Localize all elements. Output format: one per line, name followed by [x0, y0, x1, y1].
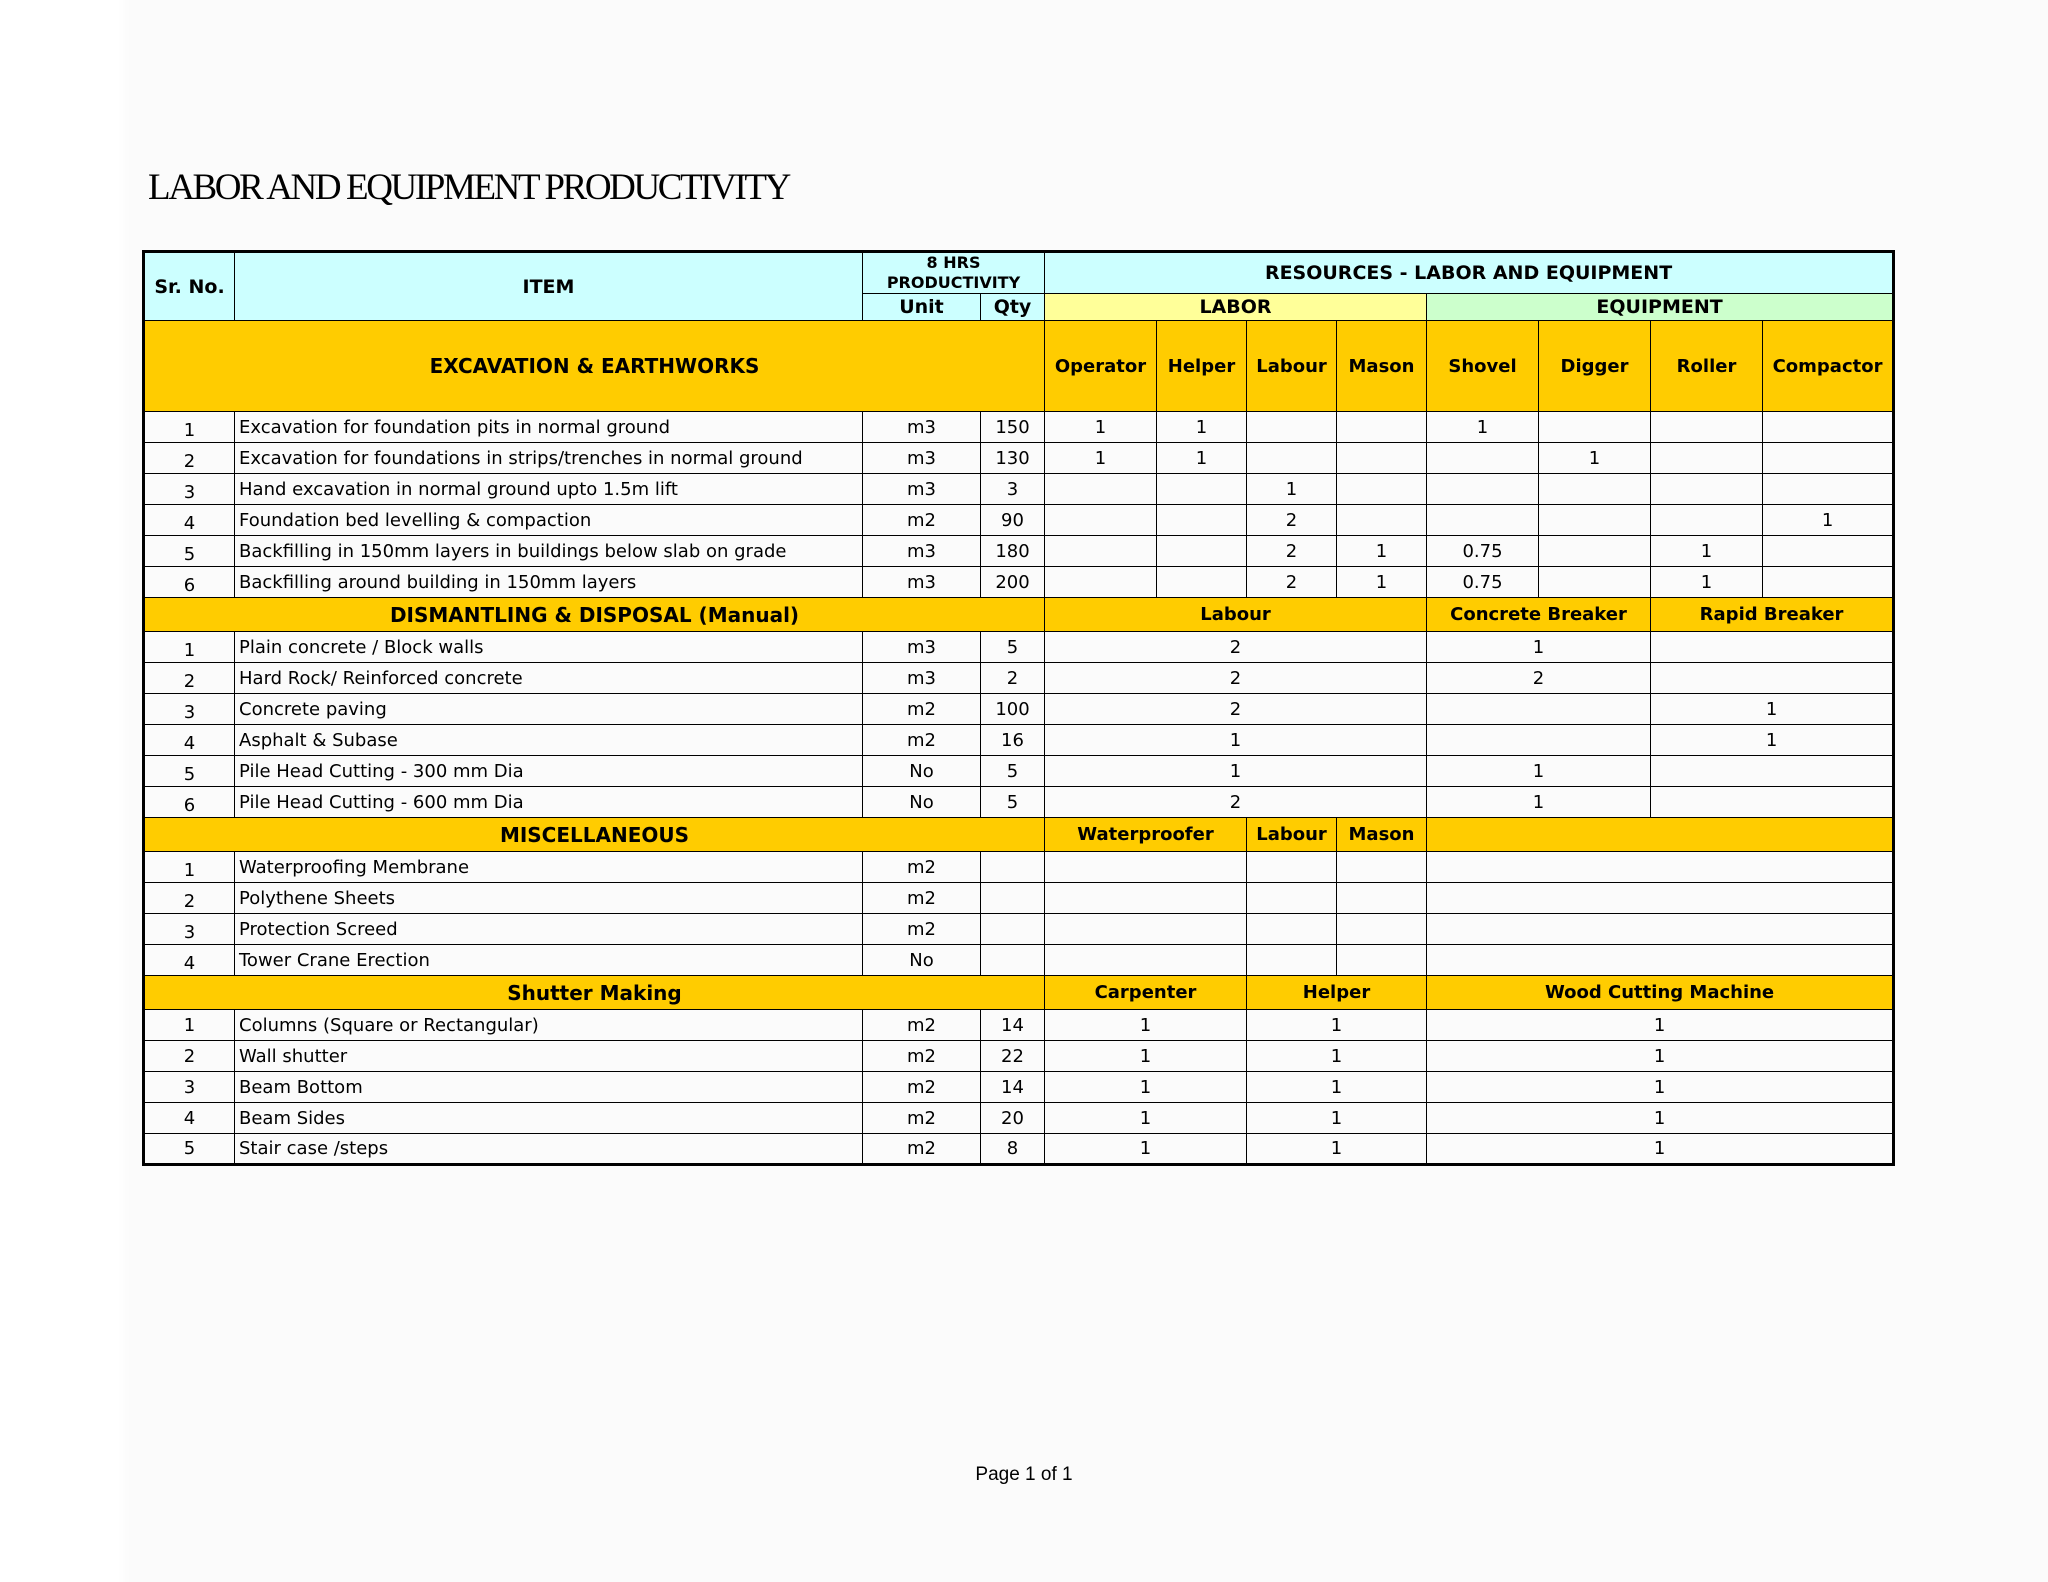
shovel-cell: 0.75	[1427, 536, 1539, 567]
unit-cell: m2	[863, 852, 981, 883]
table-row	[144, 1134, 1894, 1165]
unit-cell: m2	[863, 1041, 981, 1072]
qty-cell: 3	[981, 474, 1045, 505]
col-roller: Roller	[1651, 321, 1763, 412]
item-cell: Backfilling around building in 150mm layers	[235, 567, 863, 598]
operator-cell	[1045, 567, 1157, 598]
item-cell: Concrete paving	[235, 694, 863, 725]
col-concrete-breaker: Concrete Breaker	[1427, 598, 1651, 632]
qty-cell: 200	[981, 567, 1045, 598]
item-cell: Hard Rock/ Reinforced concrete	[235, 663, 863, 694]
table-row	[144, 632, 1894, 663]
labour-cell: 2	[1045, 632, 1427, 663]
qty-cell: 8	[981, 1134, 1045, 1165]
sr-cell: 4	[144, 1103, 235, 1134]
compactor-cell	[1763, 567, 1894, 598]
item-cell: Foundation bed levelling & compaction	[235, 505, 863, 536]
col-compactor: Compactor	[1763, 321, 1894, 412]
qty-cell	[981, 883, 1045, 914]
waterproofer-cell	[1045, 945, 1247, 976]
col-labour: Labour	[1247, 818, 1337, 852]
concrete-breaker-cell	[1427, 725, 1651, 756]
col-digger: Digger	[1539, 321, 1651, 412]
helper-cell: 1	[1247, 1010, 1427, 1041]
helper-cell: 1	[1157, 443, 1247, 474]
qty-cell: 5	[981, 787, 1045, 818]
roller-cell	[1651, 505, 1763, 536]
shovel-cell	[1427, 505, 1539, 536]
compactor-cell: 1	[1763, 505, 1894, 536]
table-row	[144, 443, 1894, 474]
table-row	[144, 1041, 1894, 1072]
qty-cell: 22	[981, 1041, 1045, 1072]
sr-cell: 4	[144, 505, 235, 536]
table-row	[144, 694, 1894, 725]
labour-cell	[1247, 412, 1337, 443]
compactor-cell	[1763, 412, 1894, 443]
compactor-cell	[1763, 474, 1894, 505]
labour-cell: 2	[1247, 505, 1337, 536]
productivity-header-line2: PRODUCTIVITY	[886, 273, 1021, 292]
helper-cell	[1157, 474, 1247, 505]
helper-cell: 1	[1247, 1103, 1427, 1134]
table-row	[144, 412, 1894, 443]
unit-cell: m2	[863, 883, 981, 914]
table-row	[144, 1103, 1894, 1134]
sr-cell: 3	[144, 1072, 235, 1103]
item-cell: Pile Head Cutting - 300 mm Dia	[235, 756, 863, 787]
roller-cell	[1651, 412, 1763, 443]
sr-no-header: Sr. No.	[144, 252, 235, 321]
unit-cell: m3	[863, 443, 981, 474]
mason-cell: 1	[1337, 567, 1427, 598]
wood-cutting-machine-cell: 1	[1427, 1041, 1894, 1072]
compactor-cell	[1763, 536, 1894, 567]
col-shovel: Shovel	[1427, 321, 1539, 412]
sr-cell: 1	[144, 1010, 235, 1041]
unit-cell: m2	[863, 1103, 981, 1134]
labour-cell	[1247, 852, 1337, 883]
qty-cell: 100	[981, 694, 1045, 725]
mason-cell	[1337, 474, 1427, 505]
unit-cell: m3	[863, 567, 981, 598]
mason-cell: 1	[1337, 536, 1427, 567]
item-cell: Backfilling in 150mm layers in buildings below slab on grade	[235, 536, 863, 567]
col-operator: Operator	[1045, 321, 1157, 412]
roller-cell	[1651, 443, 1763, 474]
item-cell: Hand excavation in normal ground upto 1.5m lift	[235, 474, 863, 505]
unit-cell: m2	[863, 914, 981, 945]
table-row	[144, 505, 1894, 536]
resources-header: RESOURCES - LABOR AND EQUIPMENT	[1045, 252, 1894, 294]
section-excavation-header	[144, 321, 1894, 412]
helper-cell: 1	[1247, 1041, 1427, 1072]
unit-cell: m2	[863, 1072, 981, 1103]
helper-cell	[1157, 505, 1247, 536]
header-row-1	[144, 252, 1894, 294]
unit-cell: m2	[863, 1010, 981, 1041]
concrete-breaker-cell	[1427, 694, 1651, 725]
sr-cell: 4	[144, 725, 235, 756]
rapid-breaker-cell	[1651, 632, 1894, 663]
qty-cell: 130	[981, 443, 1045, 474]
shovel-cell: 1	[1427, 412, 1539, 443]
carpenter-cell: 1	[1045, 1041, 1247, 1072]
productivity-header-line1: 8 HRS	[926, 253, 981, 272]
roller-cell: 1	[1651, 567, 1763, 598]
shovel-cell	[1427, 443, 1539, 474]
rapid-breaker-cell	[1651, 787, 1894, 818]
col-mason: Mason	[1337, 818, 1427, 852]
helper-cell: 1	[1157, 412, 1247, 443]
digger-cell	[1539, 536, 1651, 567]
carpenter-cell: 1	[1045, 1010, 1247, 1041]
qty-cell: 5	[981, 632, 1045, 663]
qty-cell	[981, 914, 1045, 945]
carpenter-cell: 1	[1045, 1072, 1247, 1103]
equipment-cell	[1427, 914, 1894, 945]
helper-cell	[1157, 536, 1247, 567]
item-header: ITEM	[235, 252, 863, 321]
table-row	[144, 536, 1894, 567]
unit-cell: m3	[863, 474, 981, 505]
item-cell: Asphalt & Subase	[235, 725, 863, 756]
section-title: DISMANTLING & DISPOSAL (Manual)	[144, 598, 1045, 632]
qty-header: Qty	[981, 294, 1045, 321]
wood-cutting-machine-cell: 1	[1427, 1103, 1894, 1134]
mason-cell	[1337, 914, 1427, 945]
item-cell: Excavation for foundation pits in normal ground	[235, 412, 863, 443]
digger-cell	[1539, 474, 1651, 505]
labour-cell: 1	[1045, 756, 1427, 787]
col-mason: Mason	[1337, 321, 1427, 412]
unit-cell: m3	[863, 632, 981, 663]
qty-cell: 20	[981, 1103, 1045, 1134]
mason-cell	[1337, 412, 1427, 443]
sr-cell: 1	[144, 412, 235, 443]
labour-cell: 2	[1247, 567, 1337, 598]
item-cell: Protection Screed	[235, 914, 863, 945]
helper-cell: 1	[1247, 1134, 1427, 1165]
wood-cutting-machine-cell: 1	[1427, 1010, 1894, 1041]
concrete-breaker-cell: 1	[1427, 756, 1651, 787]
empty-header-cell	[1427, 818, 1894, 852]
mason-cell	[1337, 852, 1427, 883]
operator-cell: 1	[1045, 412, 1157, 443]
qty-cell	[981, 945, 1045, 976]
item-cell: Beam Sides	[235, 1103, 863, 1134]
equipment-cell	[1427, 945, 1894, 976]
rapid-breaker-cell: 1	[1651, 694, 1894, 725]
mason-cell	[1337, 945, 1427, 976]
sr-cell: 4	[144, 945, 235, 976]
concrete-breaker-cell: 1	[1427, 787, 1651, 818]
unit-cell: No	[863, 787, 981, 818]
labour-cell: 1	[1045, 725, 1427, 756]
table-row	[144, 914, 1894, 945]
sr-cell: 1	[144, 632, 235, 663]
sr-cell: 1	[144, 852, 235, 883]
labour-cell: 2	[1045, 694, 1427, 725]
unit-cell: No	[863, 945, 981, 976]
rapid-breaker-cell	[1651, 663, 1894, 694]
item-cell: Tower Crane Erection	[235, 945, 863, 976]
digger-cell	[1539, 412, 1651, 443]
qty-cell: 180	[981, 536, 1045, 567]
item-cell: Columns (Square or Rectangular)	[235, 1010, 863, 1041]
col-carpenter: Carpenter	[1045, 976, 1247, 1010]
section-title: MISCELLANEOUS	[144, 818, 1045, 852]
item-cell: Polythene Sheets	[235, 883, 863, 914]
helper-cell: 1	[1247, 1072, 1427, 1103]
operator-cell	[1045, 474, 1157, 505]
sr-cell: 6	[144, 567, 235, 598]
item-cell: Stair case /steps	[235, 1134, 863, 1165]
unit-cell: m3	[863, 663, 981, 694]
operator-cell: 1	[1045, 443, 1157, 474]
sr-cell: 3	[144, 694, 235, 725]
labour-cell	[1247, 914, 1337, 945]
qty-cell: 14	[981, 1072, 1045, 1103]
digger-cell: 1	[1539, 443, 1651, 474]
section-title: EXCAVATION & EARTHWORKS	[144, 321, 1045, 412]
labour-cell: 2	[1247, 536, 1337, 567]
item-cell: Excavation for foundations in strips/trenches in normal ground	[235, 443, 863, 474]
equipment-cell	[1427, 852, 1894, 883]
qty-cell: 16	[981, 725, 1045, 756]
helper-cell	[1157, 567, 1247, 598]
table-row	[144, 474, 1894, 505]
sr-cell: 5	[144, 756, 235, 787]
labour-cell: 2	[1045, 663, 1427, 694]
wood-cutting-machine-cell: 1	[1427, 1072, 1894, 1103]
sr-cell: 2	[144, 443, 235, 474]
shovel-cell: 0.75	[1427, 567, 1539, 598]
labour-cell	[1247, 945, 1337, 976]
page-footer: Page 1 of 1	[975, 1464, 1073, 1485]
digger-cell	[1539, 505, 1651, 536]
shovel-cell	[1427, 474, 1539, 505]
section-misc-header	[144, 818, 1894, 852]
col-helper: Helper	[1247, 976, 1427, 1010]
item-cell: Waterproofing Membrane	[235, 852, 863, 883]
qty-cell: 2	[981, 663, 1045, 694]
unit-cell: m3	[863, 412, 981, 443]
table-row	[144, 663, 1894, 694]
equipment-header: EQUIPMENT	[1427, 294, 1894, 321]
table-row	[144, 883, 1894, 914]
unit-cell: No	[863, 756, 981, 787]
item-cell: Beam Bottom	[235, 1072, 863, 1103]
table-row	[144, 852, 1894, 883]
wood-cutting-machine-cell: 1	[1427, 1134, 1894, 1165]
unit-cell: m2	[863, 505, 981, 536]
item-cell: Pile Head Cutting - 600 mm Dia	[235, 787, 863, 818]
sr-cell: 2	[144, 1041, 235, 1072]
col-wood-cutting-machine: Wood Cutting Machine	[1427, 976, 1894, 1010]
waterproofer-cell	[1045, 852, 1247, 883]
concrete-breaker-cell: 2	[1427, 663, 1651, 694]
operator-cell	[1045, 536, 1157, 567]
labour-cell	[1247, 883, 1337, 914]
waterproofer-cell	[1045, 883, 1247, 914]
table-row	[144, 567, 1894, 598]
qty-cell: 5	[981, 756, 1045, 787]
table-row	[144, 1072, 1894, 1103]
item-cell: Plain concrete / Block walls	[235, 632, 863, 663]
productivity-header	[863, 252, 1045, 294]
table-row	[144, 756, 1894, 787]
productivity-table	[142, 250, 1895, 1166]
equipment-cell	[1427, 883, 1894, 914]
unit-cell: m2	[863, 1134, 981, 1165]
sr-cell: 3	[144, 914, 235, 945]
unit-cell: m2	[863, 694, 981, 725]
section-dismantling-header	[144, 598, 1894, 632]
qty-cell: 14	[981, 1010, 1045, 1041]
roller-cell	[1651, 474, 1763, 505]
concrete-breaker-cell: 1	[1427, 632, 1651, 663]
item-cell: Wall shutter	[235, 1041, 863, 1072]
table-row	[144, 1010, 1894, 1041]
mason-cell	[1337, 883, 1427, 914]
unit-cell: m2	[863, 725, 981, 756]
col-labour: Labour	[1045, 598, 1427, 632]
carpenter-cell: 1	[1045, 1134, 1247, 1165]
col-waterproofer: Waterproofer	[1045, 818, 1247, 852]
unit-header: Unit	[863, 294, 981, 321]
col-rapid-breaker: Rapid Breaker	[1651, 598, 1894, 632]
operator-cell	[1045, 505, 1157, 536]
table-row	[144, 787, 1894, 818]
section-shutter-header	[144, 976, 1894, 1010]
mason-cell	[1337, 443, 1427, 474]
compactor-cell	[1763, 443, 1894, 474]
rapid-breaker-cell	[1651, 756, 1894, 787]
qty-cell: 150	[981, 412, 1045, 443]
sr-cell: 2	[144, 883, 235, 914]
waterproofer-cell	[1045, 914, 1247, 945]
qty-cell: 90	[981, 505, 1045, 536]
sr-cell: 6	[144, 787, 235, 818]
unit-cell: m3	[863, 536, 981, 567]
table-row	[144, 725, 1894, 756]
rapid-breaker-cell: 1	[1651, 725, 1894, 756]
carpenter-cell: 1	[1045, 1103, 1247, 1134]
digger-cell	[1539, 567, 1651, 598]
table-row	[144, 945, 1894, 976]
mason-cell	[1337, 505, 1427, 536]
labour-cell: 2	[1045, 787, 1427, 818]
col-helper: Helper	[1157, 321, 1247, 412]
sr-cell: 3	[144, 474, 235, 505]
page-title: LABOR AND EQUIPMENT PRODUCTIVITY	[148, 167, 789, 208]
sr-cell: 2	[144, 663, 235, 694]
labor-header: LABOR	[1045, 294, 1427, 321]
qty-cell	[981, 852, 1045, 883]
sr-cell: 5	[144, 1134, 235, 1165]
roller-cell: 1	[1651, 536, 1763, 567]
sr-cell: 5	[144, 536, 235, 567]
labour-cell: 1	[1247, 474, 1337, 505]
col-labour: Labour	[1247, 321, 1337, 412]
section-title: Shutter Making	[144, 976, 1045, 1010]
labour-cell	[1247, 443, 1337, 474]
